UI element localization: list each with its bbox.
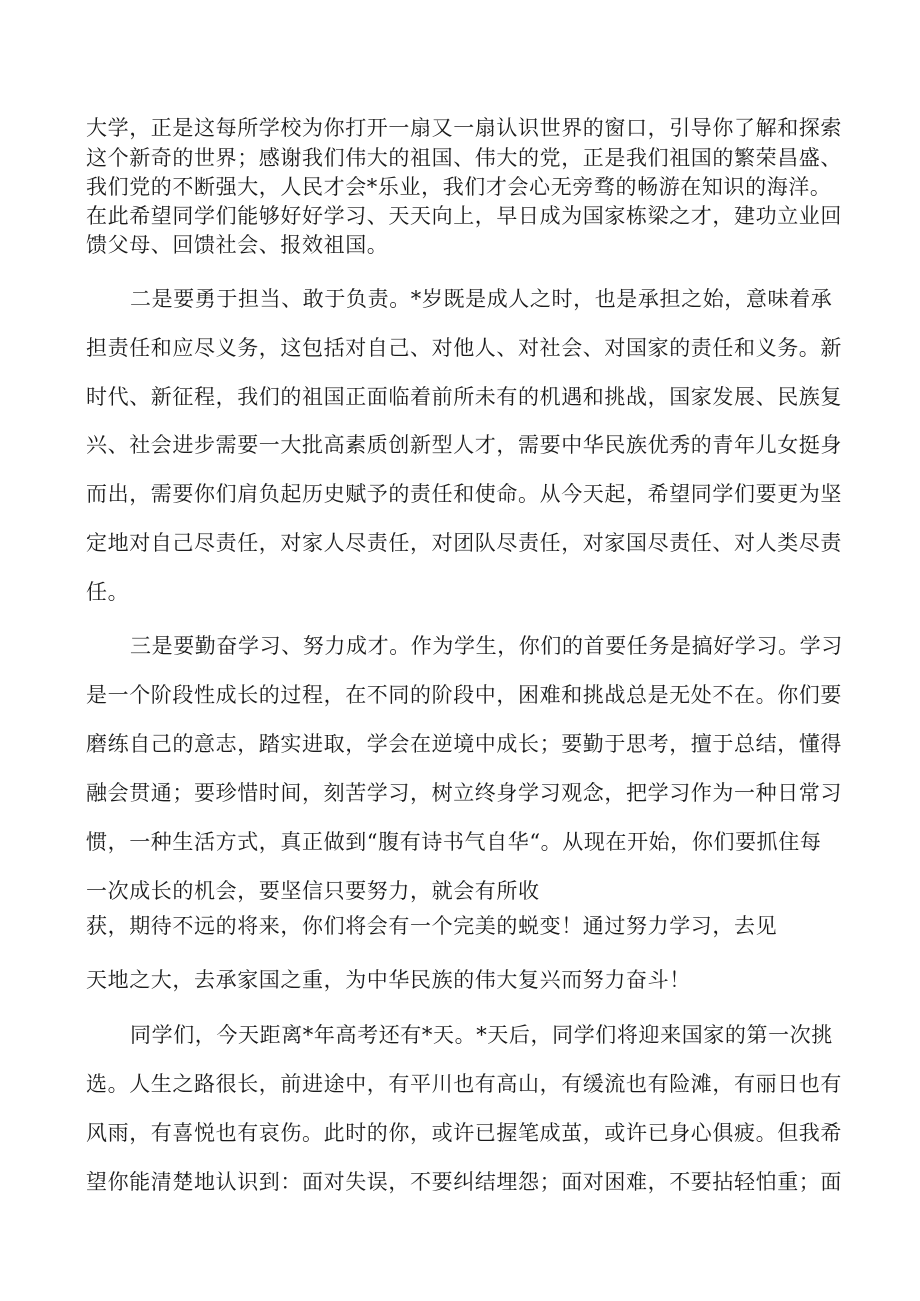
text-line: 定地对自己尽责任，对家人尽责任，对团队尽责任，对家国尽责任、对人类尽责	[86, 531, 842, 555]
text-line: 而出，需要你们肩负起历史赋予的责任和使命。从今天起，希望同学们要更为坚	[86, 482, 842, 506]
text-line: 获，期待不远的将来，你们将会有一个完美的蜕变！通过努力学习，去见	[86, 914, 778, 938]
text-line: 我们党的不断强大，人民才会*乐业，我们才会心无旁骛的畅游在知识的海洋。	[86, 175, 832, 199]
text-line: 三是要勤奋学习、努力成才。作为学生，你们的首要任务是搞好学习。学习	[130, 634, 843, 658]
text-line: 惯，一种生活方式，真正做到“腹有诗书气自华“。从现在开始，你们要抓住每	[86, 830, 822, 854]
text-line: 兴、社会进步需要一大批高素质创新型人才，需要中华民族优秀的青年儿女挺身	[86, 433, 842, 457]
text-line: 时代、新征程，我们的祖国正面临着前所未有的机遇和挑战，国家发展、民族复	[86, 385, 842, 409]
text-line: 同学们，今天距离*年高考还有*天。*天后，同学们将迎来国家的第一次挑	[130, 1023, 833, 1047]
text-line: 望你能清楚地认识到：面对失误，不要纠结埋怨；面对困难，不要拈轻怕重；面	[86, 1170, 842, 1194]
text-line: 磨练自己的意志，踏实进取，学会在逆境中成长；要勤于思考，擅于总结，懂得	[86, 732, 842, 756]
text-line: 在此希望同学们能够好好学习、天天向上，早日成为国家栋梁之才，建功立业回	[86, 204, 842, 228]
text-line: 任。	[86, 580, 130, 604]
text-line: 风雨，有喜悦也有哀伤。此时的你，或许已握笔成茧，或许已身心俱疲。但我希	[86, 1121, 842, 1145]
text-line: 选。人生之路很长，前进途中，有平川也有高山，有缓流也有险滩，有丽日也有	[86, 1072, 842, 1096]
text-line: 二是要勇于担当、敢于负责。*岁既是成人之时，也是承担之始，意味着承	[130, 287, 833, 311]
text-line: 大学，正是这每所学校为你打开一扇又一扇认识世界的窗口，引导你了解和探索	[86, 116, 842, 140]
text-line: 是一个阶段性成长的过程，在不同的阶段中，困难和挑战总是无处不在。你们要	[86, 683, 842, 707]
text-line: 一次成长的机会，要坚信只要努力，就会有所收	[86, 879, 540, 903]
text-line: 这个新奇的世界；感谢我们伟大的祖国、伟大的党，正是我们祖国的繁荣昌盛、	[86, 146, 842, 170]
text-line: 天地之大，去承家国之重，为中华民族的伟大复兴而努力奋斗！	[86, 968, 691, 992]
text-line: 担责任和应尽义务，这包括对自己、对他人、对社会、对国家的责任和义务。新	[86, 336, 842, 360]
text-line: 融会贯通；要珍惜时间，刻苦学习，树立终身学习观念，把学习作为一种日常习	[86, 781, 842, 805]
text-line: 馈父母、回馈社会、报效祖国。	[86, 233, 389, 257]
